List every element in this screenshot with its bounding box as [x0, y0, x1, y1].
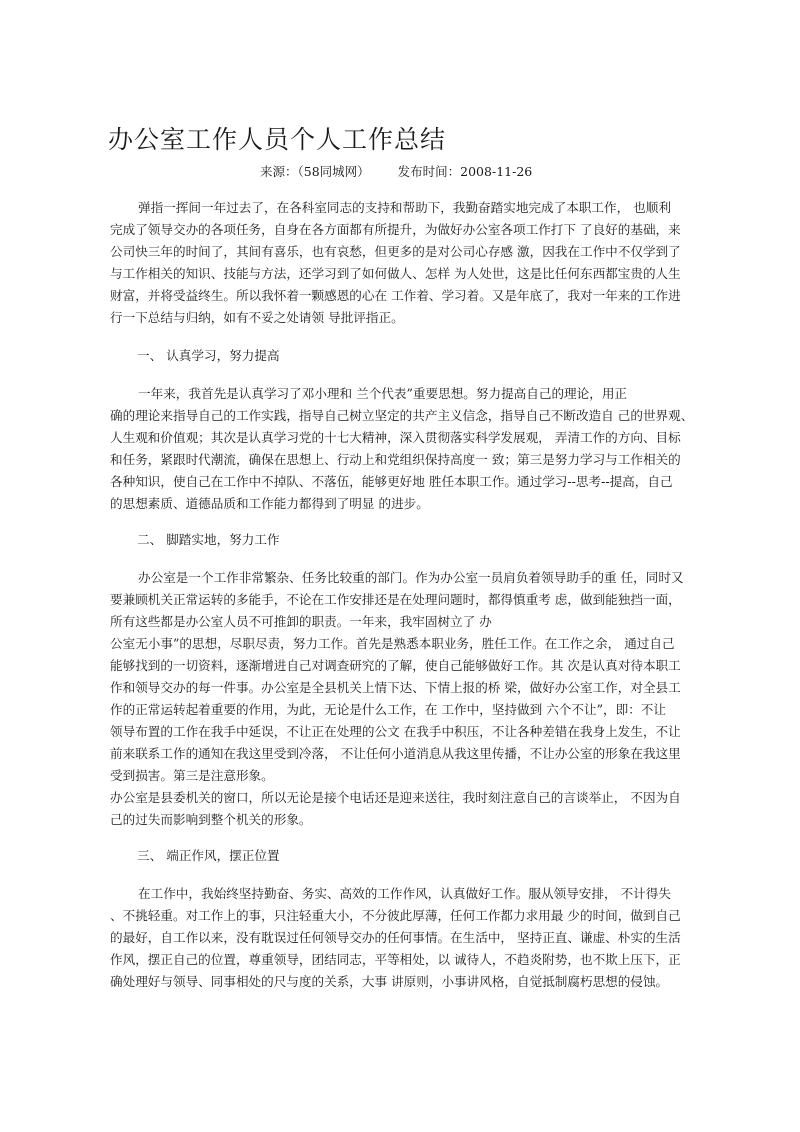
paragraph-line: 办公室是一个工作非常繁杂、任务比较重的部门。作为办公室一员肩负着领导助手的重 任，同时又: [138, 570, 684, 585]
paragraph-line: 的思想素质、道德品质和工作能力都得到了明显 的进步。: [110, 496, 429, 511]
paragraph-line: 受到损害。第三是注意形象。: [110, 768, 274, 783]
paragraph-line: 公司快三年的时间了，其间有喜乐，也有哀愁，但更多的是对公司心存感 激，因我在工作中不仅学到了: [110, 244, 681, 259]
section-heading: 二、 脚踏实地，努力工作: [137, 532, 280, 547]
paragraph-line: 确处理好与领导、同事相处的尺与度的关系，大事 讲原则，小事讲风格，自觉抵制腐朽思想的侵蚀。: [110, 974, 669, 989]
paragraph-line: 办公室是县委机关的窗口，所以无论是接个电话还是迎来送往，我时刻注意自己的言谈举止， 不因为自: [110, 790, 681, 805]
paragraph-line: 己的过失而影响到整个机关的形象。: [110, 812, 312, 827]
section-heading: 一、 认真学习，努力提高: [137, 348, 280, 363]
source-label: 来源：（58同城网）: [260, 164, 370, 179]
paragraph-line: 作风，摆正自己的位置，尊重领导，团结同志，平等相处，以 诚待人，不趋炎附势，也不欺上压下，正: [110, 952, 681, 967]
paragraph-line: 能够找到的一切资料，逐渐增进自己对调查研究的了解，使自己能够做好工作。其 次是认真对待本职工: [110, 658, 681, 673]
paragraph-line: 在工作中，我始终坚持勤奋、务实、高效的工作作风，认真做好工作。服从领导安排， 不计得失: [138, 886, 671, 901]
paragraph-line: 和任务，紧跟时代潮流，确保在思想上、行动上和党组织保持高度一 致；第三是努力学习与工作相关的: [110, 452, 681, 467]
paragraph-line: 完成了领导交办的各项任务，自身在各方面都有所提升，为做好办公室各项工作打下 了良好的基础，来: [110, 222, 681, 237]
paragraph-line: 一年来，我首先是认真学习了邓小理和 兰个代表”重要思想。努力提高自己的理论，用正: [138, 386, 628, 401]
paragraph-line: 要兼顾机关正常运转的多能手，不论在工作安排还是在处理问题时，都得慎重考 虑，做到能独挡一面，: [110, 592, 681, 607]
paragraph-line: 与工作相关的知识、技能与方法，还学习到了如何做人、怎样 为人处世，这是比任何东西都宝贵的人生: [110, 266, 681, 281]
paragraph-line: 前来联系工作的通知在我这里受到冷落， 不让任何小道消息从我这里传播，不让办公室的形象在我这里: [110, 746, 681, 761]
paragraph-line: 各种知识，使自己在工作中不掉队、不落伍，能够更好地 胜任本职工作。通过学习--思考--提高，自己: [110, 474, 673, 489]
paragraph-line: 作的正常运转起着重要的作用，为此，无论是什么工作，在 工作中，坚持做到 六个不让”，即：不让: [110, 702, 666, 717]
paragraph-line: 作和领导交办的每一件事。办公室是全县机关上情下达、下情上报的桥 梁，做好办公室工作，对全县工: [110, 680, 681, 695]
paragraph-line: 所有这些都是办公室人员不可推卸的职责。一年来，我牢固树立了 办: [110, 614, 492, 629]
paragraph-line: 人生观和价值观；其次是认真学习党的十七大精神，深入贯彻落实科学发展观， 弄清工作的方向、目标: [110, 430, 681, 445]
paragraph-line: 财富，并将受益终生。所以我怀着一颗感恩的心在 工作着、学习着。又是年底了，我对一年来的工作进: [110, 288, 681, 303]
paragraph-line: 公室无小事”的思想，尽职尽责，努力工作。首先是熟悉本职业务，胜任工作。在工作之余， 通过自己: [110, 636, 675, 651]
paragraph-line: 行一下总结与归纳，如有不妥之处请领 导批评指正。: [110, 310, 404, 325]
paragraph-line: 的最好，自工作以来，没有耽误过任何领导交办的任何事情。在生活中， 坚持正直、谦虚、朴实的生活: [110, 930, 681, 945]
page-title: 办公室工作人员个人工作总结: [108, 125, 447, 154]
published-date: 发布时间：2008-11-26: [397, 164, 533, 179]
article-meta: [260, 162, 532, 180]
paragraph-line: 弹指一挥间一年过去了，在各科室同志的支持和帮助下，我勤奋踏实地完成了本职工作， 也顺利: [138, 200, 671, 215]
section-heading: 三、 端正作风，摆正位置: [137, 848, 280, 863]
paragraph-line: 领导布置的工作在我手中延误，不让正在处理的公文 在我手中积压，不让各种差错在我身上发生，不让: [110, 724, 681, 739]
paragraph-line: 确的理论来指导自己的工作实践，指导自己树立坚定的共产主义信念，指导自己不断改造自 己的世界观、: [110, 408, 694, 423]
paragraph-line: 、不挑轻重。对工作上的事，只注轻重大小，不分彼此厚薄，任何工作都力求用最 少的时间，做到自己: [110, 908, 681, 923]
